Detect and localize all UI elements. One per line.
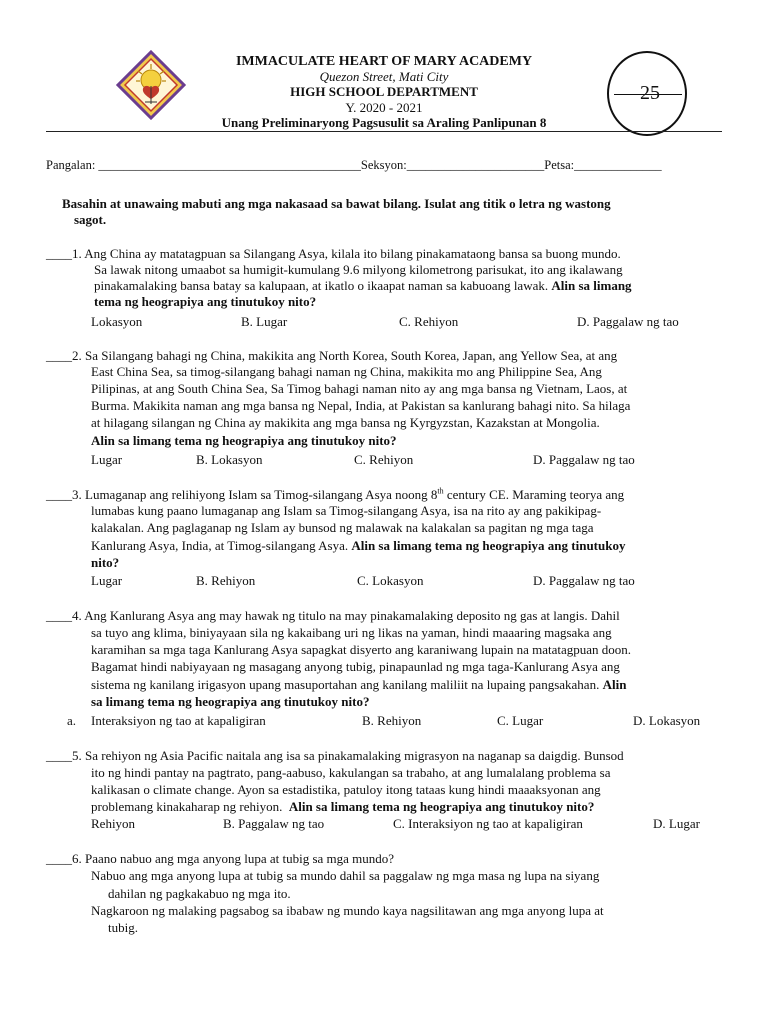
- q3-line-2: lumabas kung paano lumaganap ang Islam sa Timog-silangang Asya, isa na rito ay ang pakikipag-: [91, 503, 602, 518]
- q4-line-5: sistema ng kanilang irigasyon upang masuportahan ang kanilang maliliit na lupaing pangsakahan. Alin: [91, 677, 627, 692]
- q3-question-part-1: Alin sa limang tema ng heograpiya ang tinutukoy: [351, 538, 626, 553]
- q5-option-a: Rehiyon: [91, 816, 136, 831]
- q5-option-c: C. Interaksiyon ng tao at kapaligiran: [393, 816, 583, 831]
- school-year: Y. 2020 - 2021: [345, 100, 423, 115]
- q3-line-4: Kanlurang Asya, India, at Timog-silangang Asya. Alin sa limang tema ng heograpiya ang tinutukoy: [91, 538, 626, 553]
- q4-question-part-2: sa limang tema ng heograpiya ang tinutukoy nito?: [91, 694, 370, 709]
- q2-option-b: B. Lokasyon: [196, 452, 263, 467]
- q4-option-b: B. Rehiyon: [362, 713, 422, 728]
- q1-option-c: C. Rehiyon: [399, 314, 459, 329]
- q3-option-d: D. Paggalaw ng tao: [533, 573, 635, 588]
- q3-line-1: ____3. Lumaganap ang relihiyong Islam sa Timog-silangang Asya noong 8th century CE. Maraming teorya ang: [46, 486, 625, 502]
- q2-line-1: ____2. Sa Silangang bahagi ng China, makikita ang North Korea, South Korea, Japan, ang Yellow Sea, at ang: [46, 348, 618, 363]
- q1-option-b: B. Lugar: [241, 314, 288, 329]
- score-value: 25: [640, 82, 660, 104]
- q4-option-d: D. Lokasyon: [633, 713, 701, 728]
- school-name: IMMACULATE HEART OF MARY ACADEMY: [235, 54, 533, 69]
- department-name: HIGH SCHOOL DEPARTMENT: [290, 84, 478, 99]
- q6-option-2-line-2: tubig.: [108, 920, 138, 935]
- q4-line-2: sa tuyo ang klima, biniyayaan sila ng kakaibang uri ng likas na yaman, hindi maaaring magsaka ang: [91, 625, 612, 640]
- q2-line-4: Burma. Makikita naman ang mga bansa ng Nepal, India, at Pakistan sa kanlurang bahagi nito. Sa hilaga: [91, 398, 631, 413]
- q1-option-a: Lokasyon: [91, 314, 143, 329]
- instructions-line-1: Basahin at unawaing mabuti ang mga nakasaad sa bawat bilang. Isulat ang titik o letra ng wastong: [62, 196, 611, 211]
- school-address: Quezon Street, Mati City: [319, 69, 449, 84]
- q3-option-a: Lugar: [91, 573, 123, 588]
- q4-option-a: Interaksiyon ng tao at kapaligiran: [91, 713, 266, 728]
- q1-line-3: pinakamalaking bansa batay sa kalupaan, at ikatlo o ikaapat naman sa kabuoang lawak. Alin sa limang: [94, 278, 632, 293]
- q2-option-d: D. Paggalaw ng tao: [533, 452, 635, 467]
- q2-option-a: Lugar: [91, 452, 123, 467]
- q2-line-3: Pilipinas, at ang South China Sea, Sa Timog bahagi naman nito ay ang mga bansa ng Vietnam, Laos, at: [91, 381, 628, 396]
- q1-question-part-2: tema ng heograpiya ang tinutukoy nito?: [94, 294, 317, 309]
- q5-option-d: D. Lugar: [653, 816, 700, 831]
- q1-question-part-1: Alin sa limang: [551, 278, 632, 293]
- q4-question-part-1: Alin: [602, 677, 627, 692]
- q2-question: Alin sa limang tema ng heograpiya ang tinutukoy nito?: [91, 433, 397, 448]
- q6-option-1-line-1: Nabuo ang mga anyong lupa at tubig sa mundo dahil sa paggalaw ng mga masa ng lupa na siyang: [91, 868, 600, 883]
- exam-title: Unang Preliminaryong Pagsusulit sa Araling Panlipunan 8: [221, 115, 547, 130]
- q3-option-c: C. Lokasyon: [357, 573, 424, 588]
- q5-option-b: B. Paggalaw ng tao: [223, 816, 325, 831]
- q4-line-1: ____4. Ang Kanlurang Asya ang may hawak ng titulo na may pinakamalaking deposito ng gas at langis. Dahil: [46, 608, 620, 623]
- q2-option-c: C. Rehiyon: [354, 452, 414, 467]
- q4-option-c: C. Lugar: [497, 713, 544, 728]
- q6-option-2-line-1: Nagkaroon ng malaking pagsabog sa ibabaw ng mundo kaya nagsilitawan ang mga anyong lupa at: [91, 903, 604, 918]
- q1-option-d: D. Paggalaw ng tao: [577, 314, 679, 329]
- q4-line-4: Bagamat hindi nabiyayaan ng masagang anyong tubig, pinapaunlad ng mga taga-Kanlurang Asya ang: [91, 659, 620, 674]
- q1-line-1: ____1. Ang China ay matatagpuan sa Silangang Asya, kilala ito bilang pinakamataong bansa sa buong mundo.: [46, 246, 621, 261]
- q5-line-4: problemang kinakaharap ng rehiyon. Alin sa limang tema ng heograpiya ang tinutukoy nito?: [91, 799, 595, 814]
- q3-question-part-2: nito?: [91, 555, 120, 570]
- header-rule: [46, 131, 722, 132]
- q5-line-3: kalikasan o climate change. Ayon sa estadistika, patuloy itong tataas kung hindi maaaksyonan ang: [91, 782, 601, 797]
- q5-question: Alin sa limang tema ng heograpiya ang tinutukoy nito?: [288, 799, 595, 814]
- q6-line-1: ____6. Paano nabuo ang mga anyong lupa at tubig sa mga mundo?: [46, 851, 395, 866]
- q4-option-marker: a.: [67, 713, 77, 728]
- q3-option-b: B. Rehiyon: [196, 573, 256, 588]
- student-info-line: Pangalan: __________________________________________Seksyon:______________________Petsa:______________: [46, 158, 662, 172]
- q5-line-1: ____5. Sa rehiyon ng Asia Pacific naitala ang isa sa pinakamalaking migrasyon na naganap sa daigdig. Bunsod: [46, 748, 624, 763]
- q6-option-1-line-2: dahilan ng pagkakabuo ng mga ito.: [108, 886, 291, 901]
- instructions-line-2: sagot.: [74, 212, 107, 227]
- q3-line-3: kalakalan. Ang paglaganap ng Islam ay bunsod ng malawak na kalakalan sa pagitan ng mga taga: [91, 520, 594, 535]
- q2-line-5: at hilagang silangan ng China ay makikita ang mga bansa ng Kyrgyzstan, Kazakstan at Mongolia.: [91, 415, 600, 430]
- q1-line-2: Sa lawak nitong umaabot sa humigit-kumulang 9.6 milyong kilometrong parisukat, ito ang ikalawang: [94, 262, 623, 277]
- q2-line-2: East China Sea, sa timog-silangang bahagi naman ng China, makikita mo ang Philippine Sea, Ang: [91, 364, 602, 379]
- q4-line-3: karamihan sa mga taga Kanlurang Asya sapagkat disyerto ang karaniwang lupain na matatagpuan doon.: [91, 642, 632, 657]
- q5-line-2: ito ng hindi pantay na pagtrato, pang-aabuso, kakulangan sa trabaho, at ang lumalalang problema sa: [91, 765, 611, 780]
